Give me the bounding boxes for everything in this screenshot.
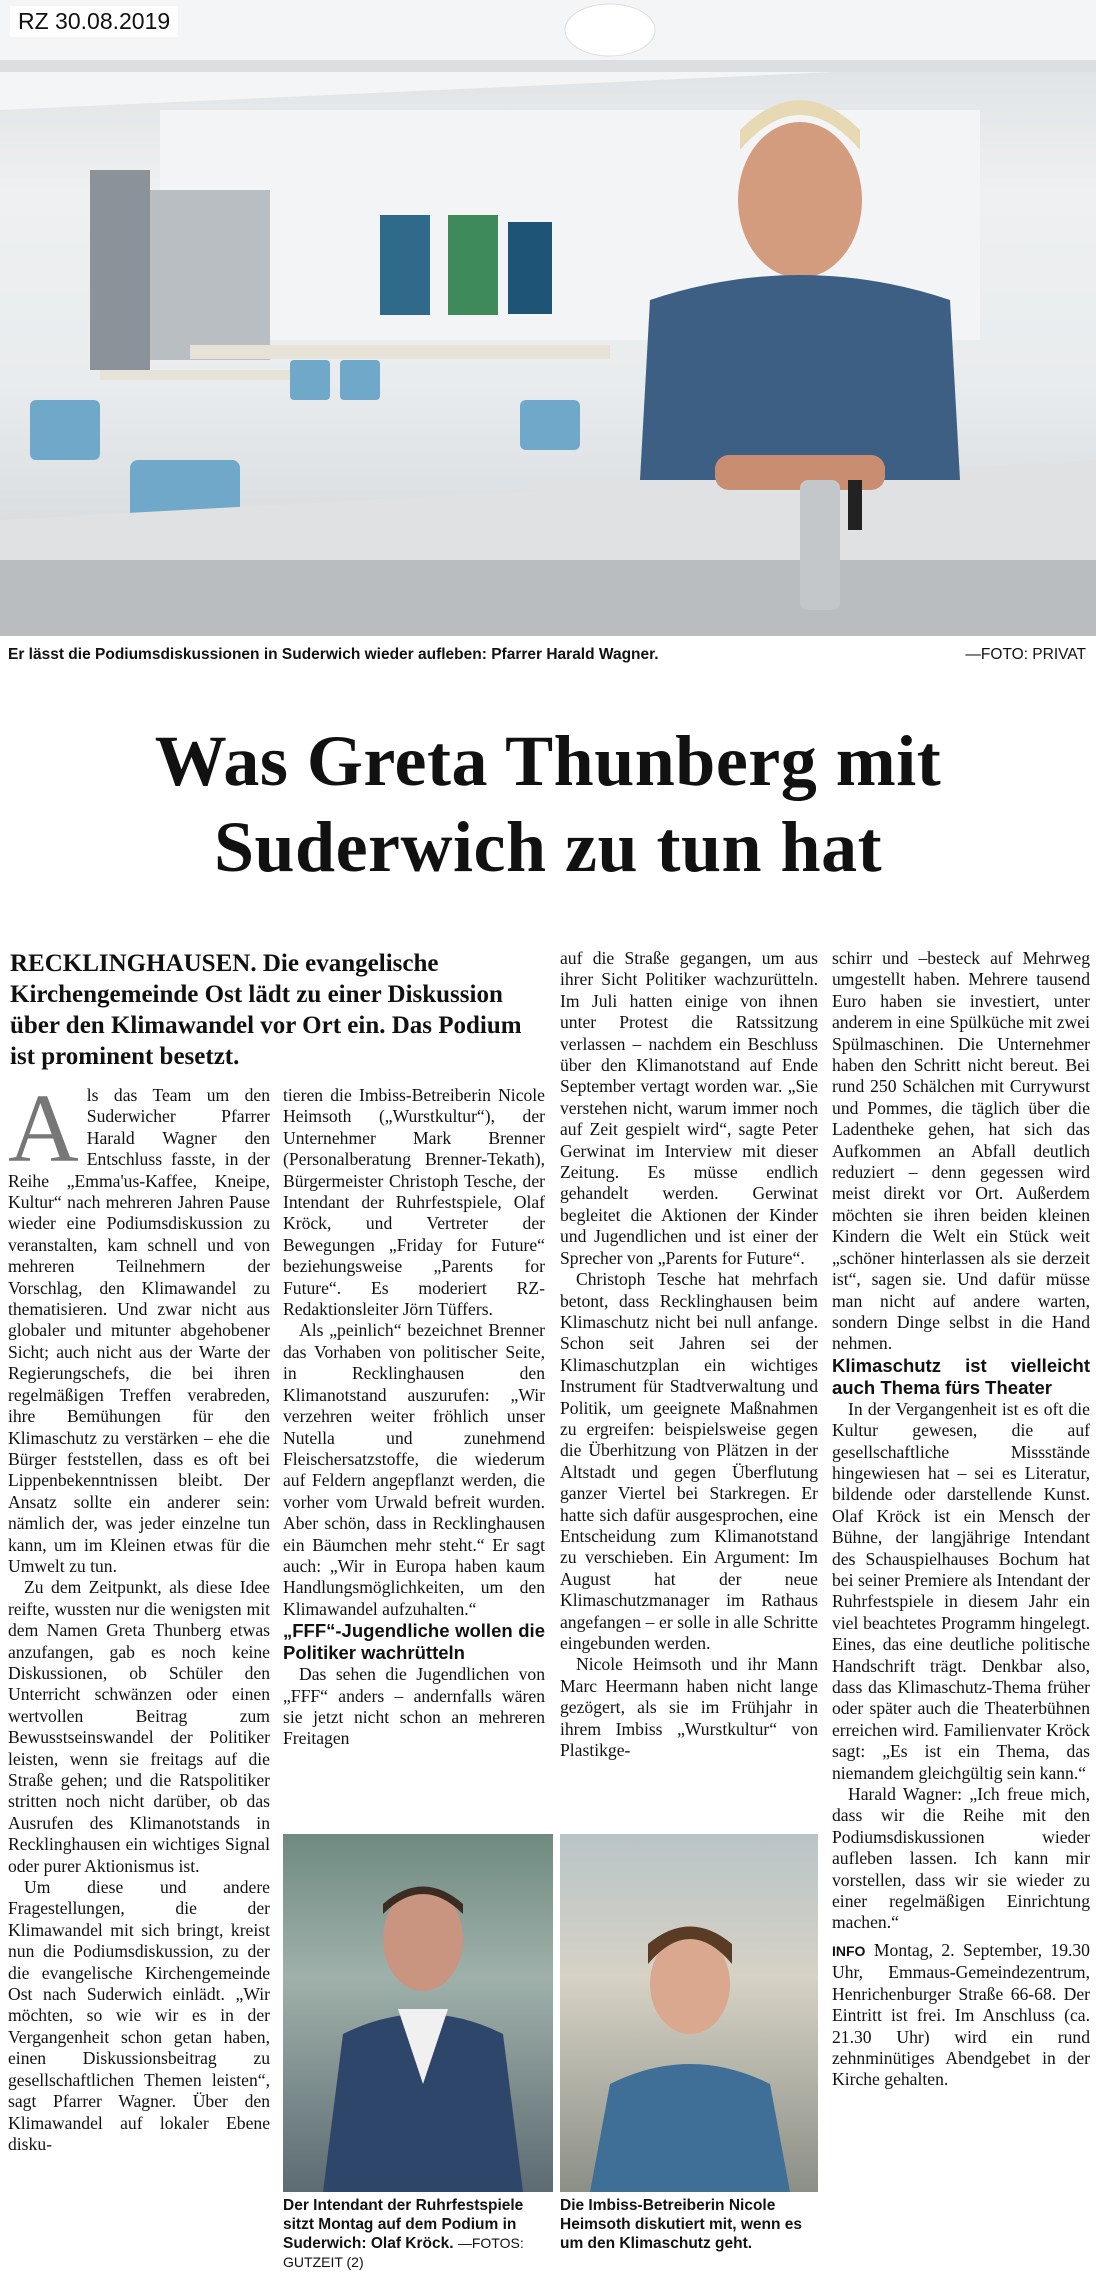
- article-paragraph: Christoph Tesche hat mehrfach betont, dass Recklinghausen beim Klimaschutz nicht bei null anfange. Schon seit Jahren sei der Klimaschutzplan ein wichtiges Instrument für Stadtverwaltung und Politik, um geeignete Maßnahmen zu ergreifen: beispielsweise gegen die Überhitzung von Plätzen in der Altstadt und gegen Überflutung ganzer Viertel bei Starkregen. Er hatte sich dafür ausgesprochen, eine Entscheidung zum Klimanotstand zu verschieben. Ein Argument: Im August hat der neue Klimaschutzmanager im Rathaus angefangen – er solle in alle Schritte eingebunden werden.: [560, 1269, 818, 1653]
- article-paragraph: schirr und –besteck auf Mehrweg umgestellt haben. Mehrere tausend Euro haben sie investiert, unter anderem in eine Spülküche mit zwei Spülmaschinen. Die Unternehmer haben den Schritt nicht bereut. Bei rund 250 Schälchen mit Currywurst und Pommes, die täglich über die Ladentheke gehen, hat sich das Aufkommen an Abfall deutlich reduziert – denn gegessen wird meist direkt vor Ort. Außerdem möchten sie ihren beiden kleinen Kindern die Welt ein Stück weit „schöner hinterlassen als sie derzeit ist“, sagen sie. Und dafür müsse man nicht auf andere warten, sondern Dinge selbst in die Hand nehmen.: [832, 948, 1090, 1354]
- info-text: Montag, 2. September, 19.30 Uhr, Emmaus-Gemeindezentrum, Henrichenburger Straße 66-68. Der Eintritt ist frei. Im Anschluss (ca. 21.30 Uhr) wird ein rund zehnminütiges Abendgebet in der Kirche gehalten.: [832, 1939, 1090, 2090]
- photo-olaf-kroeck: [283, 1834, 553, 2192]
- drop-cap: A: [8, 1075, 79, 1183]
- article-column-3: [560, 948, 818, 1761]
- lead-paragraph: RECKLINGHAUSEN. Die evangelische Kirchengemeinde Ost lädt zu einer Diskussion über den Klimawandel vor Ort ein. Das Podium ist prominent besetzt.: [10, 950, 522, 1070]
- hero-photo-illustration: [0, 0, 1096, 636]
- headline-line-1: Was Greta Thunberg mit: [154, 721, 942, 801]
- date-stamp: RZ 30.08.2019: [10, 6, 178, 37]
- article-paragraph: Zu dem Zeitpunkt, als diese Idee reifte, wussten nur die wenigsten mit dem Namen Greta Thunberg etwas anzufangen, gab es noch keine Diskussionen, ob Schüler den Unterricht schwänzen oder einen wertvollen Beitrag zum Bewusstseinswandel der Politiker leisten, wenn sie freitags auf die Straße gehen; und die Ratspolitiker stritten noch nicht darüber, ob das Ausrufen des Klimanotstands in Recklinghausen ein wichtiges Signal oder purer Aktionismus ist.: [8, 1577, 270, 1876]
- photo2-caption-text: Der Intendant der Ruhrfestspiele sitzt Montag auf dem Podium in Suderwich: Olaf Kröck.: [283, 2197, 524, 2252]
- info-box: [832, 1940, 1090, 2091]
- article-column-2: [283, 1085, 545, 1750]
- photo-nicole-heimsoth: [560, 1834, 818, 2192]
- article-paragraph: In der Vergangenheit ist es oft die Kultur gewesen, die auf gesellschaftliche Missstände hingewiesen hat – sei es Literatur, bildende oder darstellende Kunst. Olaf Kröck ist ein Mensch der Bühne, der langjährige Intendant des Schauspielhauses Bochum hat bei seiner Premiere als Intendant der Ruhrfestspiele in diesem Jahr ein viel beachtetes Programm hingelegt. Eines, das eine deutliche politische Handschrift trägt. Denkbar also, dass das Klimaschutz-Thema früher oder später auch die Theaterbühnen erreichen wird. Familienvater Kröck sagt: „Es ist ein Thema, das niemandem gleichgültig sein kann.“: [832, 1398, 1090, 1783]
- article-column-1: [8, 1075, 270, 2155]
- subheading: „FFF“-Jugendliche wollen die Politiker wachrütteln: [283, 1620, 545, 1664]
- article-paragraph: Das sehen die Jugendlichen von „FFF“ anders – andernfalls wären sie jetzt nicht schon an mehreren Freitagen: [283, 1664, 545, 1749]
- portrait-illustration: [283, 1834, 553, 2192]
- article-paragraph: tieren die Imbiss-Betreiberin Nicole Heimsoth („Wurstkultur“), der Unternehmer Mark Brenner (Personalberatung Brenner-Tekath), Bürgermeister Christoph Tesche, der Intendant der Ruhrfestspiele, Olaf Kröck, und Vertreter der Bewegungen „Friday for Future“ beziehungsweise „Parents for Future“. Es moderiert RZ-Redaktionsleiter Jörn Tüffers.: [283, 1085, 545, 1320]
- article-paragraph: auf die Straße gegangen, um aus ihrer Sicht Politiker wachzurütteln. Im Juli hatten einige von ihnen unter Protest die Ratssitzung verlassen – nachdem ein Beschluss über den Klimanotstand auf Ende September vertagt worden war. „Sie verstehen nicht, warum immer noch auf Zeit gespielt wird“, sagte Peter Gerwinat im Interview mit dieser Zeitung. Es müsse endlich gehandelt werden. Gerwinat begleitet die Aktionen der Kinder und Jugendlichen und ist einer der Sprecher von „Parents for Future“.: [560, 948, 818, 1268]
- photo3-caption: Die Imbiss-Betreiberin Nicole Heimsoth diskutiert mit, wenn es um den Klimaschutz geht.: [560, 2197, 803, 2252]
- article-column-4: [832, 948, 1090, 2091]
- info-tag: INFO: [832, 1942, 866, 1959]
- photo2-credit: —FOTOS: GUTZEIT (2): [283, 2235, 524, 2270]
- article-paragraph: Nicole Heimsoth und ihr Mann Marc Heermann haben nicht lange gezögert, als sie im Frühjahr in ihrem Imbiss „Wurstkultur“ von Plastikge-: [560, 1654, 818, 1761]
- portrait-illustration: [560, 1834, 818, 2192]
- article-paragraph: Als „peinlich“ bezeichnet Brenner das Vorhaben von politischer Seite, in Recklinghausen den Klimanotstand auszurufen: „Wir verzehren weiter fröhlich unser Nutella und zunehmend Fleischersatzstoffe, die wiederum auf Feldern angepflanzt werden, die vorher vom Urwald befreit wurden. Aber schön, dass in Recklinghausen ein Bäumchen mehr steht.“ Er sagt auch: „Wir in Europa haben kaum Handlungsmöglichkeiten, um den Klimawandel aufzuhalten.“: [283, 1320, 545, 1619]
- headline-line-2: Suderwich zu tun hat: [213, 807, 883, 887]
- article-paragraph: Als das Team um den Suderwicher Pfarrer Harald Wagner den Entschluss fasste, in der Reihe „Emma'us-Kaffee, Kneipe, Kultur“ nach mehreren Jahren Pause wieder eine Podiumsdiskussion zu veranstalten, kam schnell und von mehreren Teilnehmern der Vorschlag, den Klimawandel zu thematisieren. Und zwar nicht aus globaler und mitunter abgehobener Sicht; auch nicht aus der Warte der Regierungschefs, die bei ihren regelmäßigen Treffen verabreden, ihre Bemühungen für den Klimaschutz zu verstärken – ehe die Bürger feststellen, dass es oft bei Lippenbekenntnissen bleibt. Der Ansatz sollte ein anderer sein: nämlich der, was jeder einzelne tun kann, um im Kleinen etwas für die Umwelt zu tun.: [8, 1075, 270, 1576]
- photo-caption: Er lässt die Podiumsdiskussionen in Suderwich wieder aufleben: Pfarrer Harald Wagner.: [8, 646, 659, 663]
- headline: [0, 718, 1096, 890]
- article-paragraph: Harald Wagner: „Ich freue mich, dass wir die Reihe mit den Podiumsdiskussionen wieder aufleben lassen. Ich kann mir vorstellen, dass wir sie wieder zu einer regelmäßigen Einrichtung machen.“: [832, 1784, 1090, 1933]
- subheading: Klimaschutz ist vielleicht auch Thema fürs Theater: [832, 1354, 1090, 1398]
- hero-photo: [0, 0, 1096, 636]
- article-paragraph: Um diese und andere Fragestellungen, die der Klimawandel mit sich bringt, kreist nun die Podiumsdiskussion, zu der die evangelische Kirchengemeinde Ost nach Suderwich einlädt. „Wir möchten, so wie wir es in der Vergangenheit schon getan haben, einen Diskussionsbeitrag zu gesellschaftlichen Themen leisten“, sagt Pfarrer Wagner. Über den Klimawandel auf lokaler Ebene disku-: [8, 1877, 270, 2154]
- photo2-caption: [283, 2196, 553, 2272]
- photo-credit: —FOTO: PRIVAT: [965, 646, 1086, 663]
